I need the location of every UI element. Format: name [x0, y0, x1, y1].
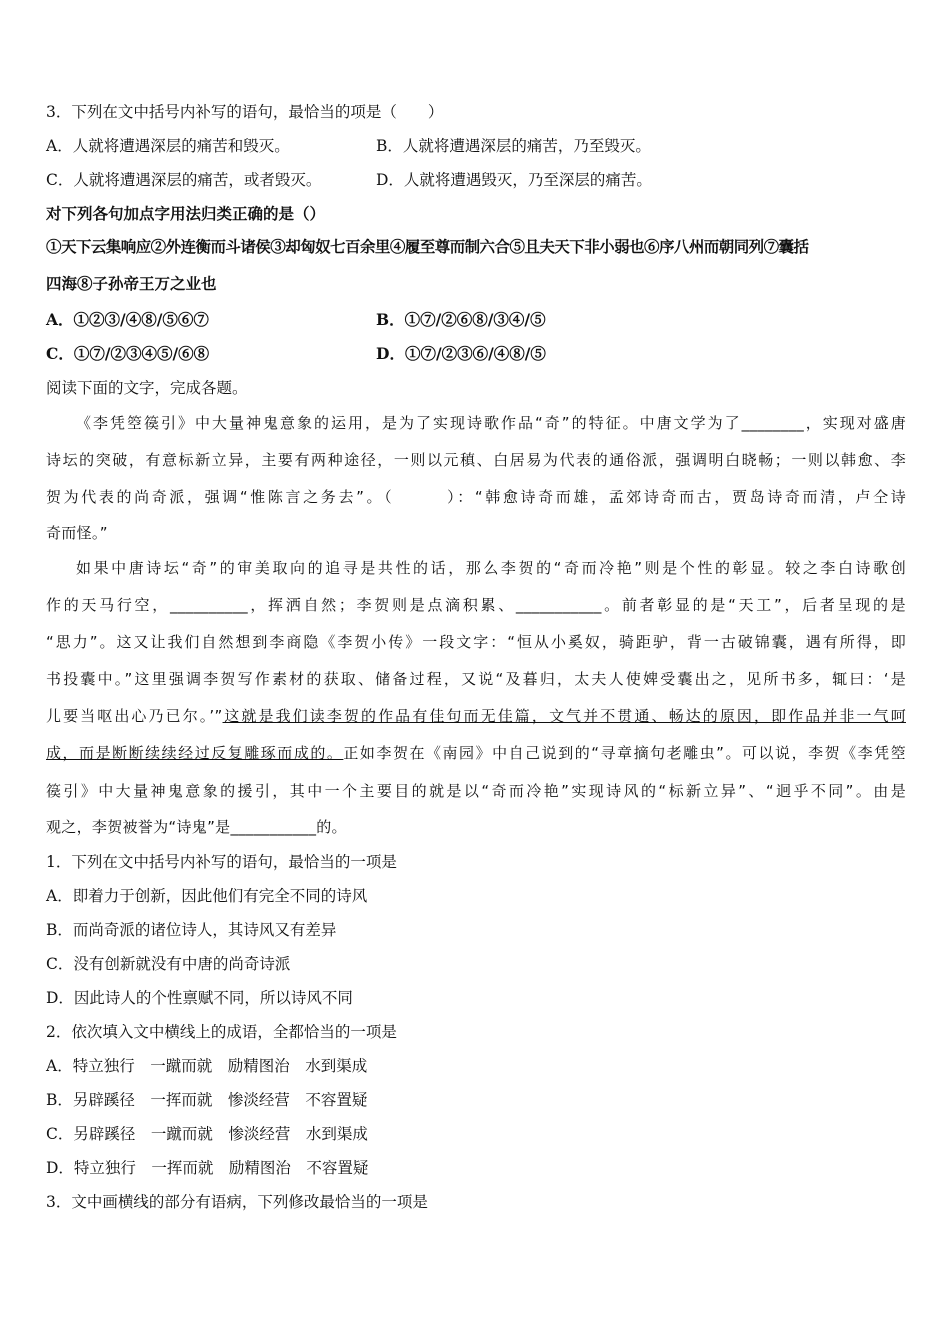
question-3b-stem: 3．文中画横线的部分有语病，下列修改最恰当的一项是	[46, 1193, 428, 1211]
question-1-option-a: A．即着力于创新，因此他们有完全不同的诗风	[46, 887, 368, 905]
passage-p2-line-6	[46, 743, 906, 763]
question-2-option-a: A．特立独行 一蹴而就 励精图治 水到渠成	[46, 1057, 368, 1075]
question-1-option-b: B．而尚奇派的诸位诗人，其诗风又有差异	[46, 921, 337, 939]
question-2-option-b: B．另辟蹊径 一挥而就 惨淡经营 不容置疑	[46, 1091, 368, 1109]
question-3-options-row-2	[46, 170, 906, 190]
passage-p2-line-5	[46, 706, 906, 726]
question-2-option-d: D．特立独行 一挥而就 励精图治 不容置疑	[46, 1159, 369, 1177]
question-1-stem: 1．下列在文中括号内补写的语句，最恰当的一项是	[46, 853, 397, 871]
option-a: A．人就将遭遇深层的痛苦和毁灭。	[46, 137, 290, 155]
question-2-option-c: C．另辟蹊径 一蹴而就 惨淡经营 水到渠成	[46, 1125, 368, 1143]
option-b: B．①⑦/②⑥⑧/③④/⑤	[376, 310, 546, 329]
passage-p2-line-3: “思力”。这又让我们自然想到李商隐《李贺小传》一段文字：“恒从小奚奴，骑距驴，背一古破锦囊，遇有所得，即	[46, 633, 906, 651]
question-3-options-row-1	[46, 136, 906, 156]
reading-intro: 阅读下面的文字，完成各题。	[46, 379, 248, 397]
passage-p2-line-4: 书投囊中。”这里强调李贺写作素材的获取、储备过程，又说“及暮归，太夫人使婢受囊出之，见所书多，辄曰：‘是	[46, 670, 906, 688]
passage-p1-line-3: 贺为代表的尚奇派，强调“惟陈言之务去”。（ ）：“韩愈诗奇而雄，孟郊诗奇而古，贾岛诗奇而清，卢仝诗	[46, 488, 906, 506]
passage-p2-line-8: 观之，李贺被誉为“诗鬼”是___________的。	[46, 818, 347, 836]
underlined-sentence-cont: 成，而是断断续续经过反复雕琢而成的。	[46, 744, 344, 762]
passage-text: 正如李贺在《南园》中自己说到的“寻章摘句老雕虫”。可以说，李贺《李凭箜	[343, 744, 907, 762]
option-c: C．①⑦/②③④⑤/⑥⑧	[46, 344, 210, 363]
question-2-stem: 2．依次填入文中横线上的成语，全都恰当的一项是	[46, 1023, 397, 1041]
usage-options-row-1	[46, 310, 906, 330]
usage-options-row-2	[46, 344, 906, 364]
option-d: D．①⑦/②③⑥/④⑧/⑤	[376, 344, 546, 363]
passage-p1-line-2: 诗坛的突破，有意标新立异，主要有两种途径，一则以元稹、白居易为代表的通俗派，强调明白晓畅；一则以韩愈、李	[46, 451, 906, 469]
question-1-option-d: D．因此诗人的个性禀赋不同，所以诗风不同	[46, 989, 353, 1007]
passage-p2-line-7: 篌引》中大量神鬼意象的援引，其中一个主要目的就是以“奇而冷艳”实现诗风的“标新立异”、“迥乎不同”。由是	[46, 782, 906, 800]
option-d: D．人就将遭遇毁灭，乃至深层的痛苦。	[376, 171, 652, 189]
usage-question-stem: 对下列各句加点字用法归类正确的是（）	[46, 204, 326, 223]
question-1-option-c: C．没有创新就没有中唐的尚奇诗派	[46, 955, 291, 973]
usage-items-line-2: 四海⑧子孙帝王万之业也	[46, 274, 217, 293]
passage-text: 儿要当呕出心乃已尔。’”	[46, 707, 223, 725]
question-3-stem: 3．下列在文中括号内补写的语句，最恰当的项是（ ）	[46, 103, 444, 121]
underlined-sentence: 这就是我们读李贺的作品有佳句而无佳篇，文气并不贯通、畅达的原因，即作品并非一气呵	[222, 707, 906, 725]
passage-p1-line-4: 奇而怪。”	[46, 524, 108, 542]
passage-p1-line-1: 《李凭箜篌引》中大量神鬼意象的运用，是为了实现诗歌作品“奇”的特征。中唐文学为了________，实现对盛唐	[76, 414, 906, 432]
passage-p2-line-2: 作的天马行空，__________，挥洒自然；李贺则是点滴积累、___________。前者彰显的是“天工”，后者呈现的是	[46, 596, 906, 614]
option-a: A．①②③/④⑧/⑤⑥⑦	[46, 310, 209, 329]
passage-p2-line-1: 如果中唐诗坛“奇”的审美取向的追寻是共性的话，那么李贺的“奇而冷艳”则是个性的彰显。较之李白诗歌创	[76, 559, 906, 577]
option-c: C．人就将遭遇深层的痛苦，或者毁灭。	[46, 171, 322, 189]
usage-items-line-1: ①天下云集响应②外连衡而斗诸侯③却匈奴七百余里④履至尊而制六合⑤且夫天下非小弱也⑥序八州而朝同列⑦囊括	[46, 237, 809, 256]
option-b: B．人就将遭遇深层的痛苦，乃至毁灭。	[376, 137, 651, 155]
